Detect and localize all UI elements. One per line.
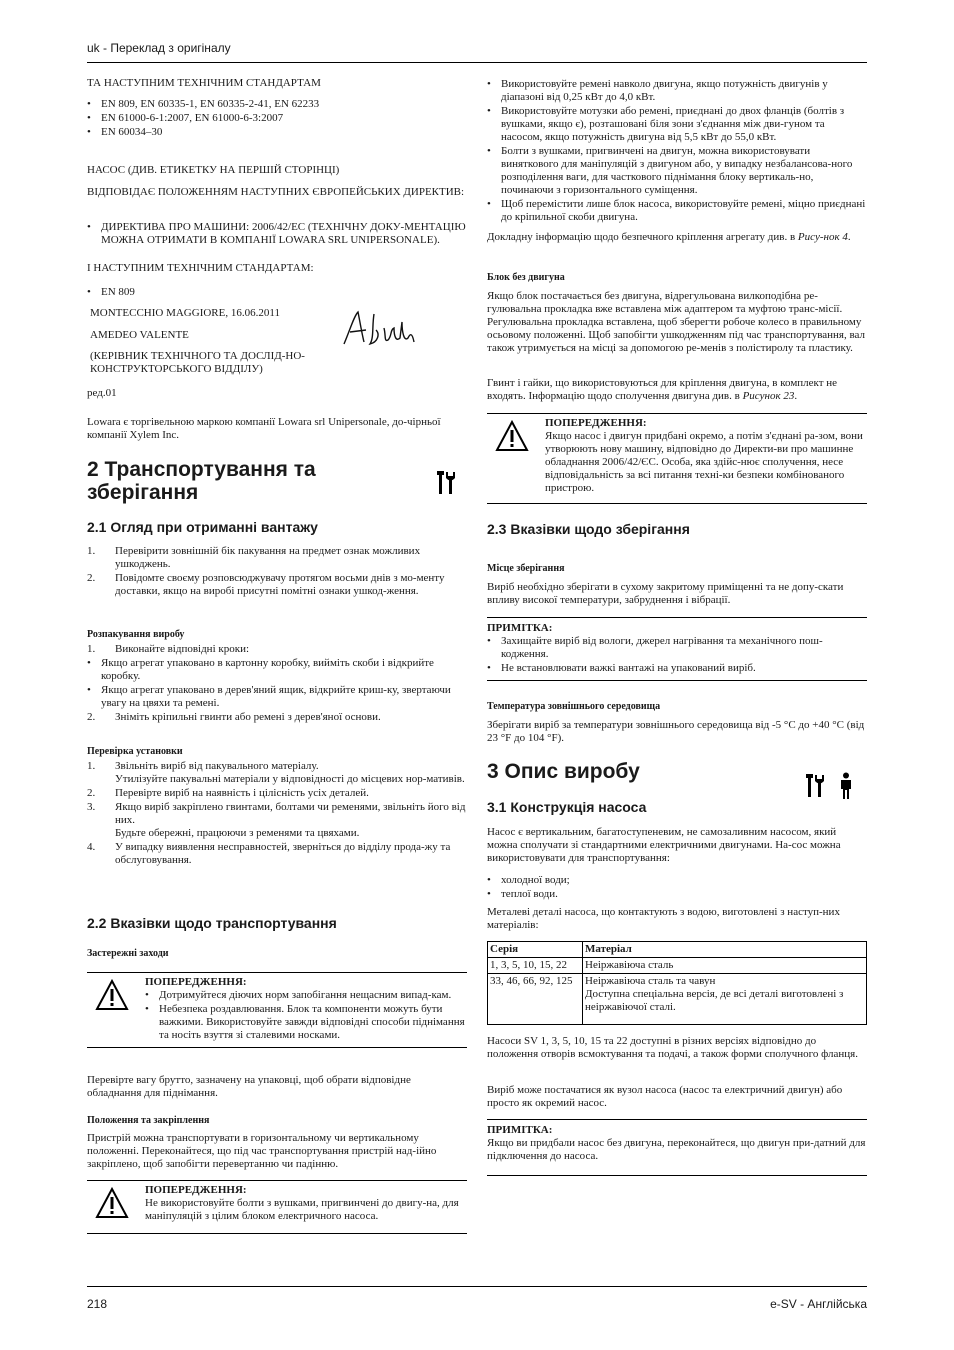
- list-item: • Використовуйте мотузки або ремені, приєднані до двох фланців (болтів з вушками, якщо є), розташовані біля зони з'єднання між дви-гуном та насосом, якщо потужність двигуна від 5,5 кВт до 55,0 кВт.: [487, 105, 867, 144]
- section-2-title: 2 Транспортування та зберігання: [87, 458, 316, 504]
- table-cell: 33, 46, 66, 92, 125: [488, 974, 583, 1025]
- no-motor-heading: Блок без двигуна: [487, 272, 565, 283]
- sv-text: Насоси SV 1, 3, 5, 10, 15 та 22 доступні в різних версіях відповідно до положення отворів всмоктування та подачі, а також форми сполучного фланця.: [487, 1035, 858, 1060]
- standards-heading: ТА НАСТУПНИМ ТЕХНІЧНИМ СТАНДАРТАМ: [87, 77, 321, 89]
- list-item: 1. Звільніть виріб від пакувального матеріалу. Утилізуйте пакувальні матеріали у відповідності до місцевих нор-мативів.: [87, 760, 465, 785]
- unpack-heading: Розпакування виробу: [87, 629, 185, 640]
- detail-text: Докладну інформацію щодо безпечного кріплення агрегату див. в Рису-нок 4.: [487, 231, 851, 243]
- note-heading: ПРИМІТКА:: [487, 622, 553, 634]
- materials-table: [487, 941, 867, 1025]
- table-cell: Неіржавіюча сталь: [583, 958, 867, 974]
- list-item: 4. У випадку виявлення несправностей, зверніться до відділу прода-жу та обслуговування.: [87, 841, 451, 866]
- list-item: • Дотримуйтеся діючих норм запобігання нещасним випад-кам.: [145, 989, 467, 1002]
- list-item: • EN 60034–30: [87, 126, 467, 139]
- list-item: • Якщо агрегат упаковано в дерев'яний ящик, відкрийте криш-ку, звертаючи увагу на цвяхи та ремені.: [87, 684, 467, 710]
- temperature-text: Зберігати виріб за температури зовнішнього середовища від -5 °C до +40 °C (від 23 °F до 104 °F).: [487, 719, 865, 744]
- section-3-title: 3 Опис виробу: [487, 760, 640, 783]
- pump-line: НАСОС (ДИВ. ЕТИКЕТКУ НА ПЕРШІЙ СТОРІНЦІ): [87, 164, 340, 176]
- list-item: 2. Зніміть кріпильні гвинти або ремені з дерев'яної основи.: [87, 711, 381, 723]
- lowara-note: Lowara є торгівельною маркою компанії Lowara srl Unipersonale, до-чірньої компанії Xylem Inc.: [87, 416, 441, 441]
- list-item: 1. Виконайте відповідні кроки:: [87, 643, 250, 655]
- warning-box-2: [87, 1180, 467, 1234]
- metal-text: Металеві деталі насоса, що контактують з водою, виготовлені з наступ-них матеріалів:: [487, 906, 840, 931]
- warning-icon: [95, 979, 129, 1011]
- figure-ref[interactable]: Рису-нок 4: [797, 231, 848, 243]
- table-header: Матеріал: [583, 942, 867, 958]
- list-item: • теплої води.: [487, 888, 867, 901]
- footer-rule: [87, 1286, 867, 1287]
- list-item: • холодної води;: [487, 874, 867, 887]
- page-number: 218: [87, 1297, 108, 1311]
- list-item: 1. Перевірити зовнішній бік пакування на предмет ознак можливих ушкоджень.: [87, 545, 421, 570]
- standards-list-2: [87, 286, 467, 300]
- unpack-sublist: [87, 657, 467, 710]
- signature-graphic: [340, 308, 420, 348]
- position-heading: Положення та закріплення: [87, 1115, 210, 1126]
- section-2-3-title: 2.3 Вказівки щодо зберігання: [487, 521, 690, 537]
- list-item: • Використовуйте ремені навколо двигуна, якщо потужність двигунів у діапазоні від 0,25 кВт до 4,0 кВт.: [487, 78, 867, 104]
- warning-box-1: [87, 972, 467, 1048]
- page-header: uk - Переклад з оригіналу: [87, 41, 231, 55]
- list-item: • Небезпека роздавлювання. Блок та компоненти можуть бути важкими. Використовуйте завжди відповідні способи піднімання та носіть взуття зі сталевими носками.: [145, 1003, 467, 1042]
- note-text: Якщо ви придбали насос без двигуна, переконайтеся, що двигун при-датний для підключення до насоса.: [487, 1137, 866, 1162]
- table-header: Серія: [488, 942, 583, 958]
- list-item: • EN 809: [87, 286, 467, 299]
- standards-list: [87, 98, 467, 140]
- warning-heading: ПОПЕРЕДЖЕННЯ:: [545, 417, 647, 429]
- person-icon: [838, 772, 854, 800]
- table-cell: Неіржавіюча сталь та чавун Доступна спеціальна версія, де всі деталі виготовлені з неіржавіючої сталі.: [583, 974, 867, 1025]
- unpack-list-2: [87, 711, 467, 724]
- unpack-steps: [87, 643, 467, 725]
- materials-table-wrap: [487, 941, 867, 1025]
- section-2-2-title: 2.2 Вказівки щодо транспортування: [87, 915, 337, 931]
- table-row: [488, 974, 867, 1025]
- lifting-list: [487, 78, 867, 225]
- inspection-list: [87, 545, 467, 599]
- conforms-text: ВІДПОВІДАЄ ПОЛОЖЕННЯМ НАСТУПНИХ ЄВРОПЕЙСЬКИХ ДИРЕКТИВ:: [87, 186, 465, 198]
- signer-role: (КЕРІВНИК ТЕХНІЧНОГО ТА ДОСЛІД-НО-КОНСТРУКТОРСЬКОГО ВІДДІЛУ): [90, 350, 305, 375]
- table-row: [488, 958, 867, 974]
- storage-heading: Місце зберігання: [487, 563, 565, 574]
- list-item: • ДИРЕКТИВА ПРО МАШИНИ: 2006/42/ЕС (ТЕХНІЧНУ ДОКУ-МЕНТАЦІЮ МОЖНА ОТРИМАТИ В КОМПАНІЇ LOWARA SRL UNIPERSONALE).: [87, 221, 467, 247]
- check-list: [87, 760, 467, 868]
- warning-box-3: [487, 413, 867, 504]
- tools-icon: [805, 773, 825, 799]
- check-heading: Перевірка установки: [87, 746, 183, 757]
- temperature-heading: Температура зовнішнього середовища: [487, 701, 661, 712]
- list-item: 2. Повідомте своєму розповсюджувачу протягом восьми днів з мо-менту доставки, якщо на виробі присутні помітні ознаки ушкод-ження.: [87, 572, 445, 597]
- warning-list: [145, 989, 467, 1042]
- warning-text: Якщо насос і двигун придбані окремо, а потім з'єднані ра-зом, вони утворюють нову машину, відповідно до Директи-ви про машинне обладнання 2006/42/ЄС. Особа, яка здійс-нює сполучення, несе відповідальність за всі питання техні-ки безпеки комбінованого пристрою.: [545, 430, 863, 494]
- figure-ref[interactable]: Рисунок 23: [742, 390, 795, 402]
- header-rule: [87, 62, 867, 63]
- list-item: • EN 809, EN 60335-1, EN 60335-2-41, EN 62233: [87, 98, 467, 111]
- note-box-2: [487, 1119, 867, 1176]
- table-cell: 1, 3, 5, 10, 15, 22: [488, 958, 583, 974]
- table-header-row: [488, 942, 867, 958]
- warning-icon: [95, 1187, 129, 1219]
- warning-heading: ПОПЕРЕДЖЕННЯ:: [145, 1184, 247, 1196]
- section-3-1-title: 3.1 Конструкція насоса: [487, 799, 647, 815]
- precaution-heading: Застережні заходи: [87, 948, 169, 959]
- revision: ред.01: [87, 387, 117, 399]
- list-item: • Захищайте виріб від вологи, джерел нагрівання та механічного пош-кодження.: [487, 635, 867, 661]
- directive-list: [87, 221, 467, 248]
- list-item: • EN 61000-6-1:2007, EN 61000-6-3:2007: [87, 112, 467, 125]
- warning-text: Не використовуйте болти з вушками, пригвинчені до двигу-на, для маніпуляцій з цілим блоком електричного насоса.: [145, 1197, 459, 1222]
- list-item: • Якщо агрегат упаковано в картонну коробку, вийміть скоби і відкрийте коробку.: [87, 657, 467, 683]
- unpack-list: [87, 643, 467, 656]
- signer-name: AMEDEO VALENTE: [90, 329, 189, 341]
- no-motor-text: Якщо блок постачається без двигуна, відрегульована вилкоподібна ре-гулювальна прокладка вже вставлена між адаптером та муфтою транс-місії. Регулювальна прокладка вставлена, щоб зберегти робоче колесо в правильному осьовому положенні. Щоб запобігти ушкодженням під час транспортування, вал також утримується на місці за допомогою ре-менів з полістиролу та пластику.: [487, 290, 865, 354]
- list-item: • Не встановлювати важкі вантажі на упакований виріб.: [487, 662, 867, 675]
- list-item: 3. Якщо виріб закріплено гвинтами, болтами чи ременями, звільніть його від них. Будьте обережні, працюючи з ременями та цвяхами.: [87, 801, 466, 839]
- note-heading: ПРИМІТКА:: [487, 1124, 553, 1136]
- pump-list: [487, 874, 867, 902]
- section-2-1-title: 2.1 Огляд при отриманні вантажу: [87, 519, 318, 535]
- list-item: • Болти з вушками, пригвинчені на двигун, можна використовувати виняткового для маніпуляцій з двигуном або, у випадку незбалансова-ного розподілення ваги, для часткового піднімання блоку вертикаль-но, починаючи з горизонтального суміщення.: [487, 145, 867, 197]
- warning-heading: ПОПЕРЕДЖЕННЯ:: [145, 976, 247, 988]
- position-text: Пристрій можна транспортувати в горизонтальному чи вертикальному положенні. Переконайтеся, що під час транспортування пристрій над-ійно закріплено, щоб запобігти перевертанню чи падінню.: [87, 1132, 437, 1170]
- list-item: 2. Перевірте виріб на наявність і цілісність усіх деталей.: [87, 787, 369, 799]
- tools-icon: [436, 470, 456, 496]
- place-date: MONTECCHIO MAGGIORE, 16.06.2011: [90, 307, 280, 319]
- warning-icon: [495, 420, 529, 452]
- supply-text: Виріб може постачатися як вузол насоса (насос та електричний двигун) або просто як окремий насос.: [487, 1084, 843, 1109]
- note-box-1: [487, 617, 867, 681]
- weight-text: Перевірте вагу брутто, зазначену на упаковці, щоб обрати відповідне обладнання для піднімання.: [87, 1074, 411, 1099]
- screws-text: Гвинт і гайки, що використовуються для кріплення двигуна, в комплект не входять. Інформацію щодо сполучення двигуна див. в Рисунок 23.: [487, 377, 838, 402]
- note-list: [487, 635, 867, 675]
- pump-text: Насос є вертикальним, багатоступеневим, не самозаливним насосом, який можна сполучати зі стандартними електричними двигунами. На-сос можна використовувати для транспортування:: [487, 826, 841, 864]
- list-item: • Щоб перемістити лише блок насоса, використовуйте ремені, міцно приєднані до кріпильної скоби двигуна.: [487, 198, 867, 224]
- doc-name: e-SV - Англійська: [770, 1297, 867, 1311]
- standards-heading-2: І НАСТУПНИМ ТЕХНІЧНИМ СТАНДАРТАМ:: [87, 262, 314, 274]
- storage-text: Виріб необхідно зберігати в сухому закритому приміщенні та не допу-скати впливу високої температури, забруднення і вібрації.: [487, 581, 844, 606]
